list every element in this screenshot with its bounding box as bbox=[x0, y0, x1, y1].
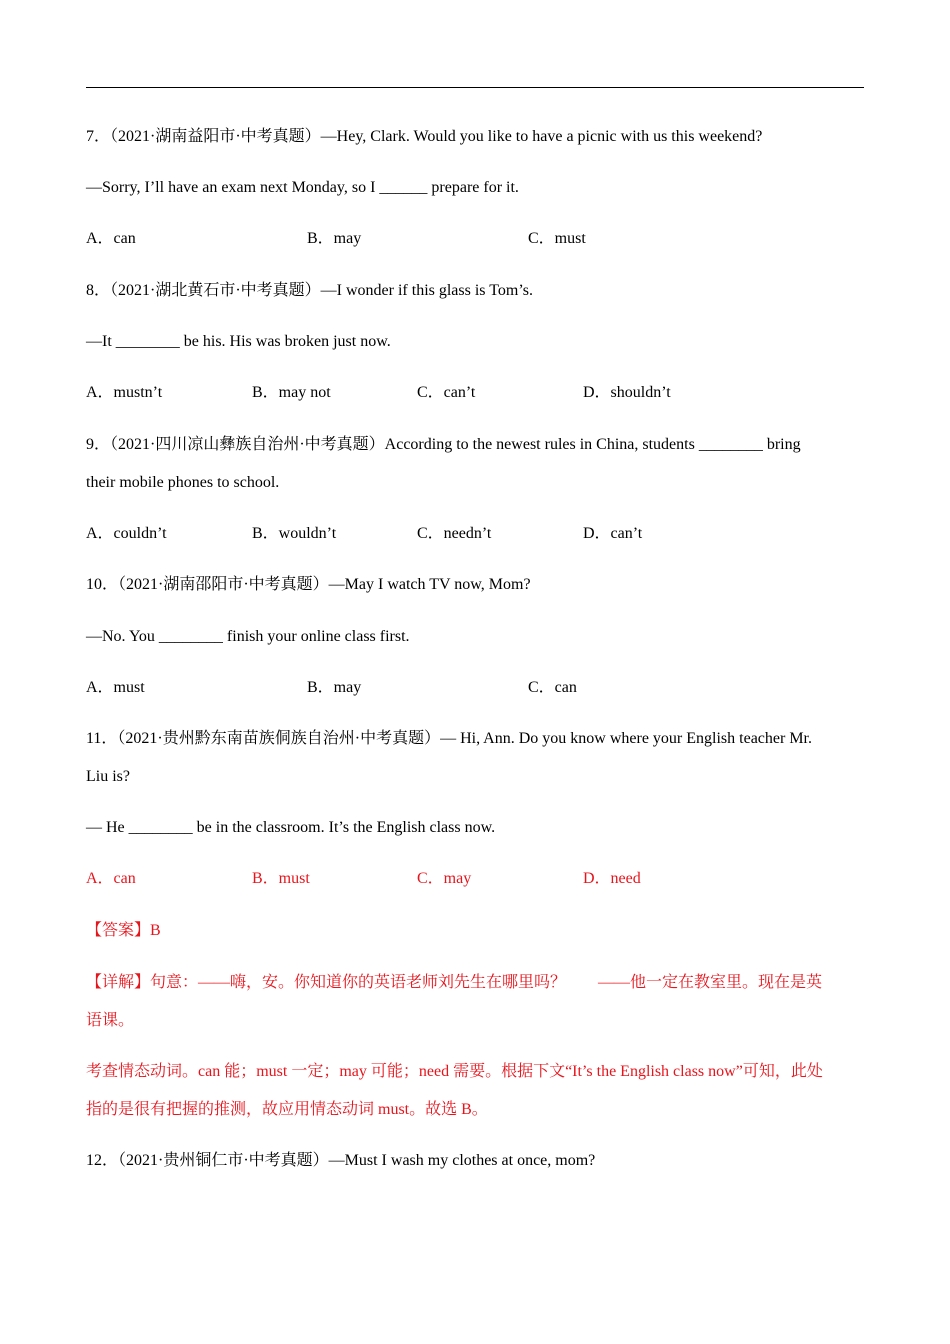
q8-option-b[interactable]: B．may not bbox=[252, 384, 331, 401]
q10-option-b[interactable]: B．may bbox=[307, 679, 362, 696]
q10-option-a[interactable]: A．must bbox=[86, 679, 145, 696]
q11-analysis-line2: 指的是很有把握的推测，故应用情态动词 must。故选 B。 bbox=[86, 1101, 488, 1118]
q11-option-d[interactable]: D．need bbox=[583, 870, 641, 887]
q11-answer: 【答案】B bbox=[86, 922, 161, 939]
q7-stem: 7．（2021·湖南益阳市·中考真题）—Hey, Clark. Would you like to have a picnic with us this weekend? bbox=[86, 128, 763, 145]
q10-option-c[interactable]: C．can bbox=[528, 679, 577, 696]
q7-option-a[interactable]: A．can bbox=[86, 230, 136, 247]
q7-option-c[interactable]: C．must bbox=[528, 230, 586, 247]
q9-option-d[interactable]: D．can’t bbox=[583, 525, 643, 542]
q11-option-a[interactable]: A．can bbox=[86, 870, 136, 887]
q11-analysis-line1: 考查情态动词。can 能；must 一定；may 可能；need 需要。根据下文“It’s the English class now”可知，此处 bbox=[86, 1063, 823, 1080]
q9-stem-line2: their mobile phones to school. bbox=[86, 474, 280, 491]
q11-option-c[interactable]: C．may bbox=[417, 870, 472, 887]
q8-stem: 8．（2021·湖北黄石市·中考真题）—I wonder if this glass is Tom’s. bbox=[86, 282, 534, 299]
q10-stem: 10．（2021·湖南邵阳市·中考真题）—May I watch TV now, Mom? bbox=[86, 576, 531, 593]
q9-option-c[interactable]: C．needn’t bbox=[417, 525, 492, 542]
q8-option-c[interactable]: C．can’t bbox=[417, 384, 476, 401]
q10-reply: —No. You ________ finish your online class first. bbox=[86, 628, 410, 645]
q11-detail-line1: 【详解】句意：——嗨，安。你知道你的英语老师刘先生在哪里吗？ ——他一定在教室里。现在是英 bbox=[86, 974, 823, 991]
q9-option-b[interactable]: B．wouldn’t bbox=[252, 525, 337, 542]
q11-detail-line2: 语课。 bbox=[86, 1012, 135, 1029]
q9-option-a[interactable]: A．couldn’t bbox=[86, 525, 167, 542]
q7-reply: —Sorry, I’ll have an exam next Monday, so I ______ prepare for it. bbox=[86, 179, 519, 196]
q8-reply: —It ________ be his. His was broken just now. bbox=[86, 333, 391, 350]
q11-stem-line2: Liu is? bbox=[86, 768, 130, 785]
q7-option-b[interactable]: B．may bbox=[307, 230, 362, 247]
q9-stem-line1: 9．（2021·四川凉山彝族自治州·中考真题）According to the newest rules in China, students ________ bring bbox=[86, 436, 801, 453]
q8-option-d[interactable]: D．shouldn’t bbox=[583, 384, 671, 401]
q11-stem-line1: 11．（2021·贵州黔东南苗族侗族自治州·中考真题）— Hi, Ann. Do you know where your English teacher Mr. bbox=[86, 730, 813, 747]
q11-option-b[interactable]: B．must bbox=[252, 870, 310, 887]
header-rule bbox=[86, 87, 864, 88]
q11-reply: — He ________ be in the classroom. It’s the English class now. bbox=[86, 819, 496, 836]
q8-option-a[interactable]: A．mustn’t bbox=[86, 384, 163, 401]
q12-stem: 12．（2021·贵州铜仁市·中考真题）—Must I wash my clothes at once, mom? bbox=[86, 1152, 596, 1169]
